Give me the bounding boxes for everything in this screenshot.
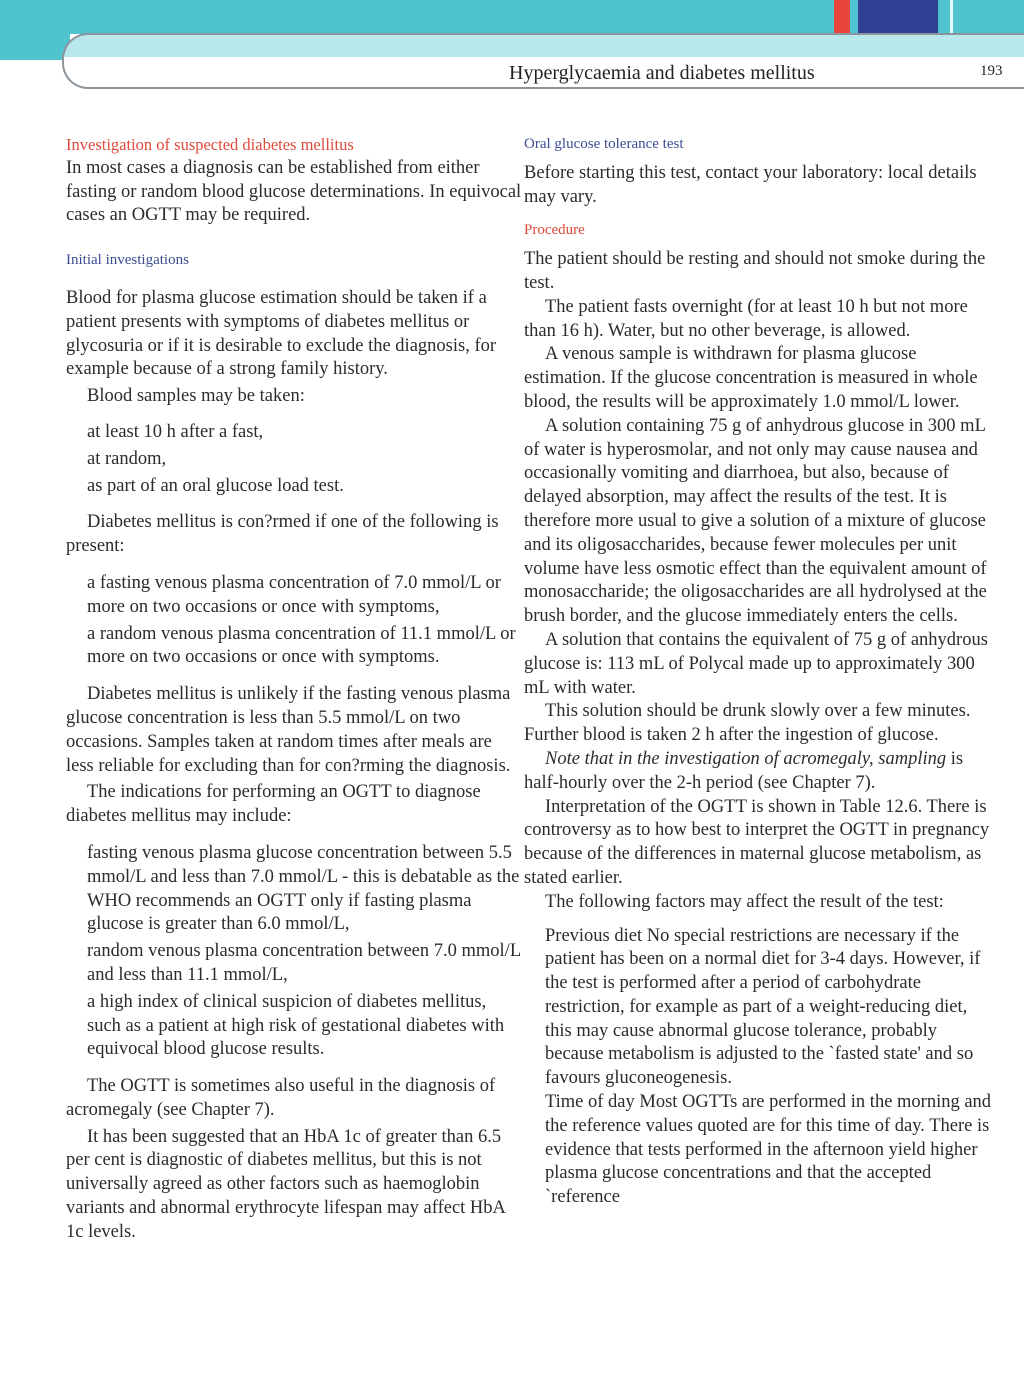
paragraph: Diabetes mellitus is unlikely if the fasting venous plasma glucose concentration is less than 5.5 mmol/L on two occasions. Samples taken at random times after meals are less reliable for excluding than for con?rming the diagnosis. <box>66 684 511 776</box>
test-factors-list <box>524 925 992 1211</box>
page-number: 193 <box>980 63 1003 79</box>
ogtt-indications-list <box>66 842 522 1062</box>
note-text: is half-hourly over the 2-h period (see Chapter 7). <box>524 748 964 793</box>
list-item: a fasting venous plasma concentration of 7.0 mmol/L or more on two occasions or once with symptoms, <box>87 572 501 617</box>
paragraph: The OGTT is sometimes also useful in the diagnosis of acromegaly (see Chapter 7). <box>66 1076 496 1120</box>
list-item: random venous plasma concentration between 7.0 mmol/L and less than 11.1 mmol/L, <box>87 941 521 985</box>
running-title: Hyperglycaemia and diabetes mellitus <box>509 62 815 84</box>
right-column <box>524 133 992 1210</box>
left-column <box>66 133 522 1245</box>
paragraph: Blood for plasma glucose estimation should be taken if a patient presents with symptoms of diabetes mellitus or glycosuria or if it is desirable to exclude the diagnosis, for example because of a strong family history. <box>66 287 497 380</box>
paragraph: The following factors may affect the result of the test: <box>545 891 944 912</box>
paragraph: A solution containing 75 g of anhydrous glucose in 300 mL of water is hyperosmolar, and not only may cause nausea and occasionally vomiting and diarrhoea, but also, because of delayed absorption, may affect the results of the test. It is therefore more usual to give a solution of a mixture of glucose and its oligosaccharides, because fewer molecules per unit volume have less osmotic effect than the equivalent amount of monosaccharide; the oligosaccharides are all hydrolysed at the brush border, and the glucose immediately enters the cells. <box>524 415 987 627</box>
list-item: Time of day Most OGTTs are performed in the morning and the reference values quoted are for this time of day. There is evidence that tests performed in the afternoon yield higher plasma glucose concentrations and that the accepted `reference <box>545 1092 992 1208</box>
list-item: fasting venous plasma glucose concentration between 5.5 mmol/L and less than 7.0 mmol/L - this is debatable as the WHO recommends an OGTT only if fasting plasma glucose is greater than 6.0 mmol/L, <box>87 842 520 935</box>
paragraph: A venous sample is withdrawn for plasma glucose estimation. If the glucose concentration is measured in whole blood, the results will be approximately 1.0 mmol/L lower. <box>524 344 978 412</box>
paragraph: Blood samples may be taken: <box>87 386 305 407</box>
paragraph: It has been suggested that an HbA 1c of greater than 6.5 per cent is diagnostic of diabetes mellitus, but this is not universally agreed as other factors such as haemoglobin variants and abnormal erythrocyte lifespan may affect HbA 1c levels. <box>66 1126 505 1242</box>
list-item: a random venous plasma concentration of 11.1 mmol/L or more on two occasions or once with symptoms. <box>87 623 516 668</box>
header-red-block <box>834 0 850 33</box>
header-navy-block <box>858 0 938 33</box>
list-item: at random, <box>87 448 167 469</box>
subheading-initial-investigations: Initial investigations <box>66 252 189 269</box>
paragraph: The indications for performing an OGTT to diagnose diabetes mellitus may include: <box>66 782 481 827</box>
paragraph: Interpretation of the OGTT is shown in Table 12.6. There is controversy as to how best to interpret the OGTT in pregnancy because of the differences in maternal glucose metabolism, as stated earlier. <box>524 796 990 888</box>
subheading-procedure: Procedure <box>524 222 585 239</box>
list-item: as part of an oral glucose load test. <box>87 475 344 496</box>
list-item: at least 10 h after a fast, <box>87 421 264 442</box>
diagnostic-criteria-list <box>66 572 522 670</box>
paragraph: Diabetes mellitus is con?rmed if one of the following is present: <box>66 512 499 557</box>
header-divider-line <box>950 0 953 33</box>
paragraph: The patient fasts overnight (for at least 10 h but not more than 16 h). Water, but no other beverage, is allowed. <box>524 296 968 341</box>
list-item: Previous diet No special restrictions are necessary if the patient has been on a normal diet for 3-4 days. However, if the test is performed after a period of carbohydrate restriction, for example as part of a weight-reducing diet, this may cause abnormal glucose tolerance, probably because metabolism is adjusted to the `fasted state' and so favours gluconeogenesis. <box>545 925 981 1089</box>
intro-paragraph: In most cases a diagnosis can be established from either fasting or random blood glucose determinations. In equivocal cases an OGTT may be required. <box>66 157 522 226</box>
paragraph: The patient should be resting and should not smoke during the test. <box>524 249 986 293</box>
sample-timing-list <box>66 421 522 498</box>
intro-paragraph: Before starting this test, contact your laboratory: local details may vary. <box>524 162 977 207</box>
note-italic-text: Note that in the investigation of acromegaly, sampling <box>545 748 947 769</box>
paragraph: A solution that contains the equivalent of 75 g of anhydrous glucose is: 113 mL of Polycal made up to approximately 300 mL with water. <box>524 629 988 698</box>
section-heading-ogtt: Oral glucose tolerance test <box>524 136 684 152</box>
header-color-bar-tab <box>0 34 70 60</box>
paragraph: This solution should be drunk slowly over a few minutes. Further blood is taken 2 h after the ingestion of glucose. <box>524 701 971 746</box>
section-heading: Investigation of suspected diabetes mellitus <box>66 135 354 154</box>
note-paragraph <box>524 748 992 796</box>
list-item: a high index of clinical suspicion of diabetes mellitus, such as a patient at high risk of gestational diabetes with equivocal blood glucose results. <box>87 991 505 1060</box>
